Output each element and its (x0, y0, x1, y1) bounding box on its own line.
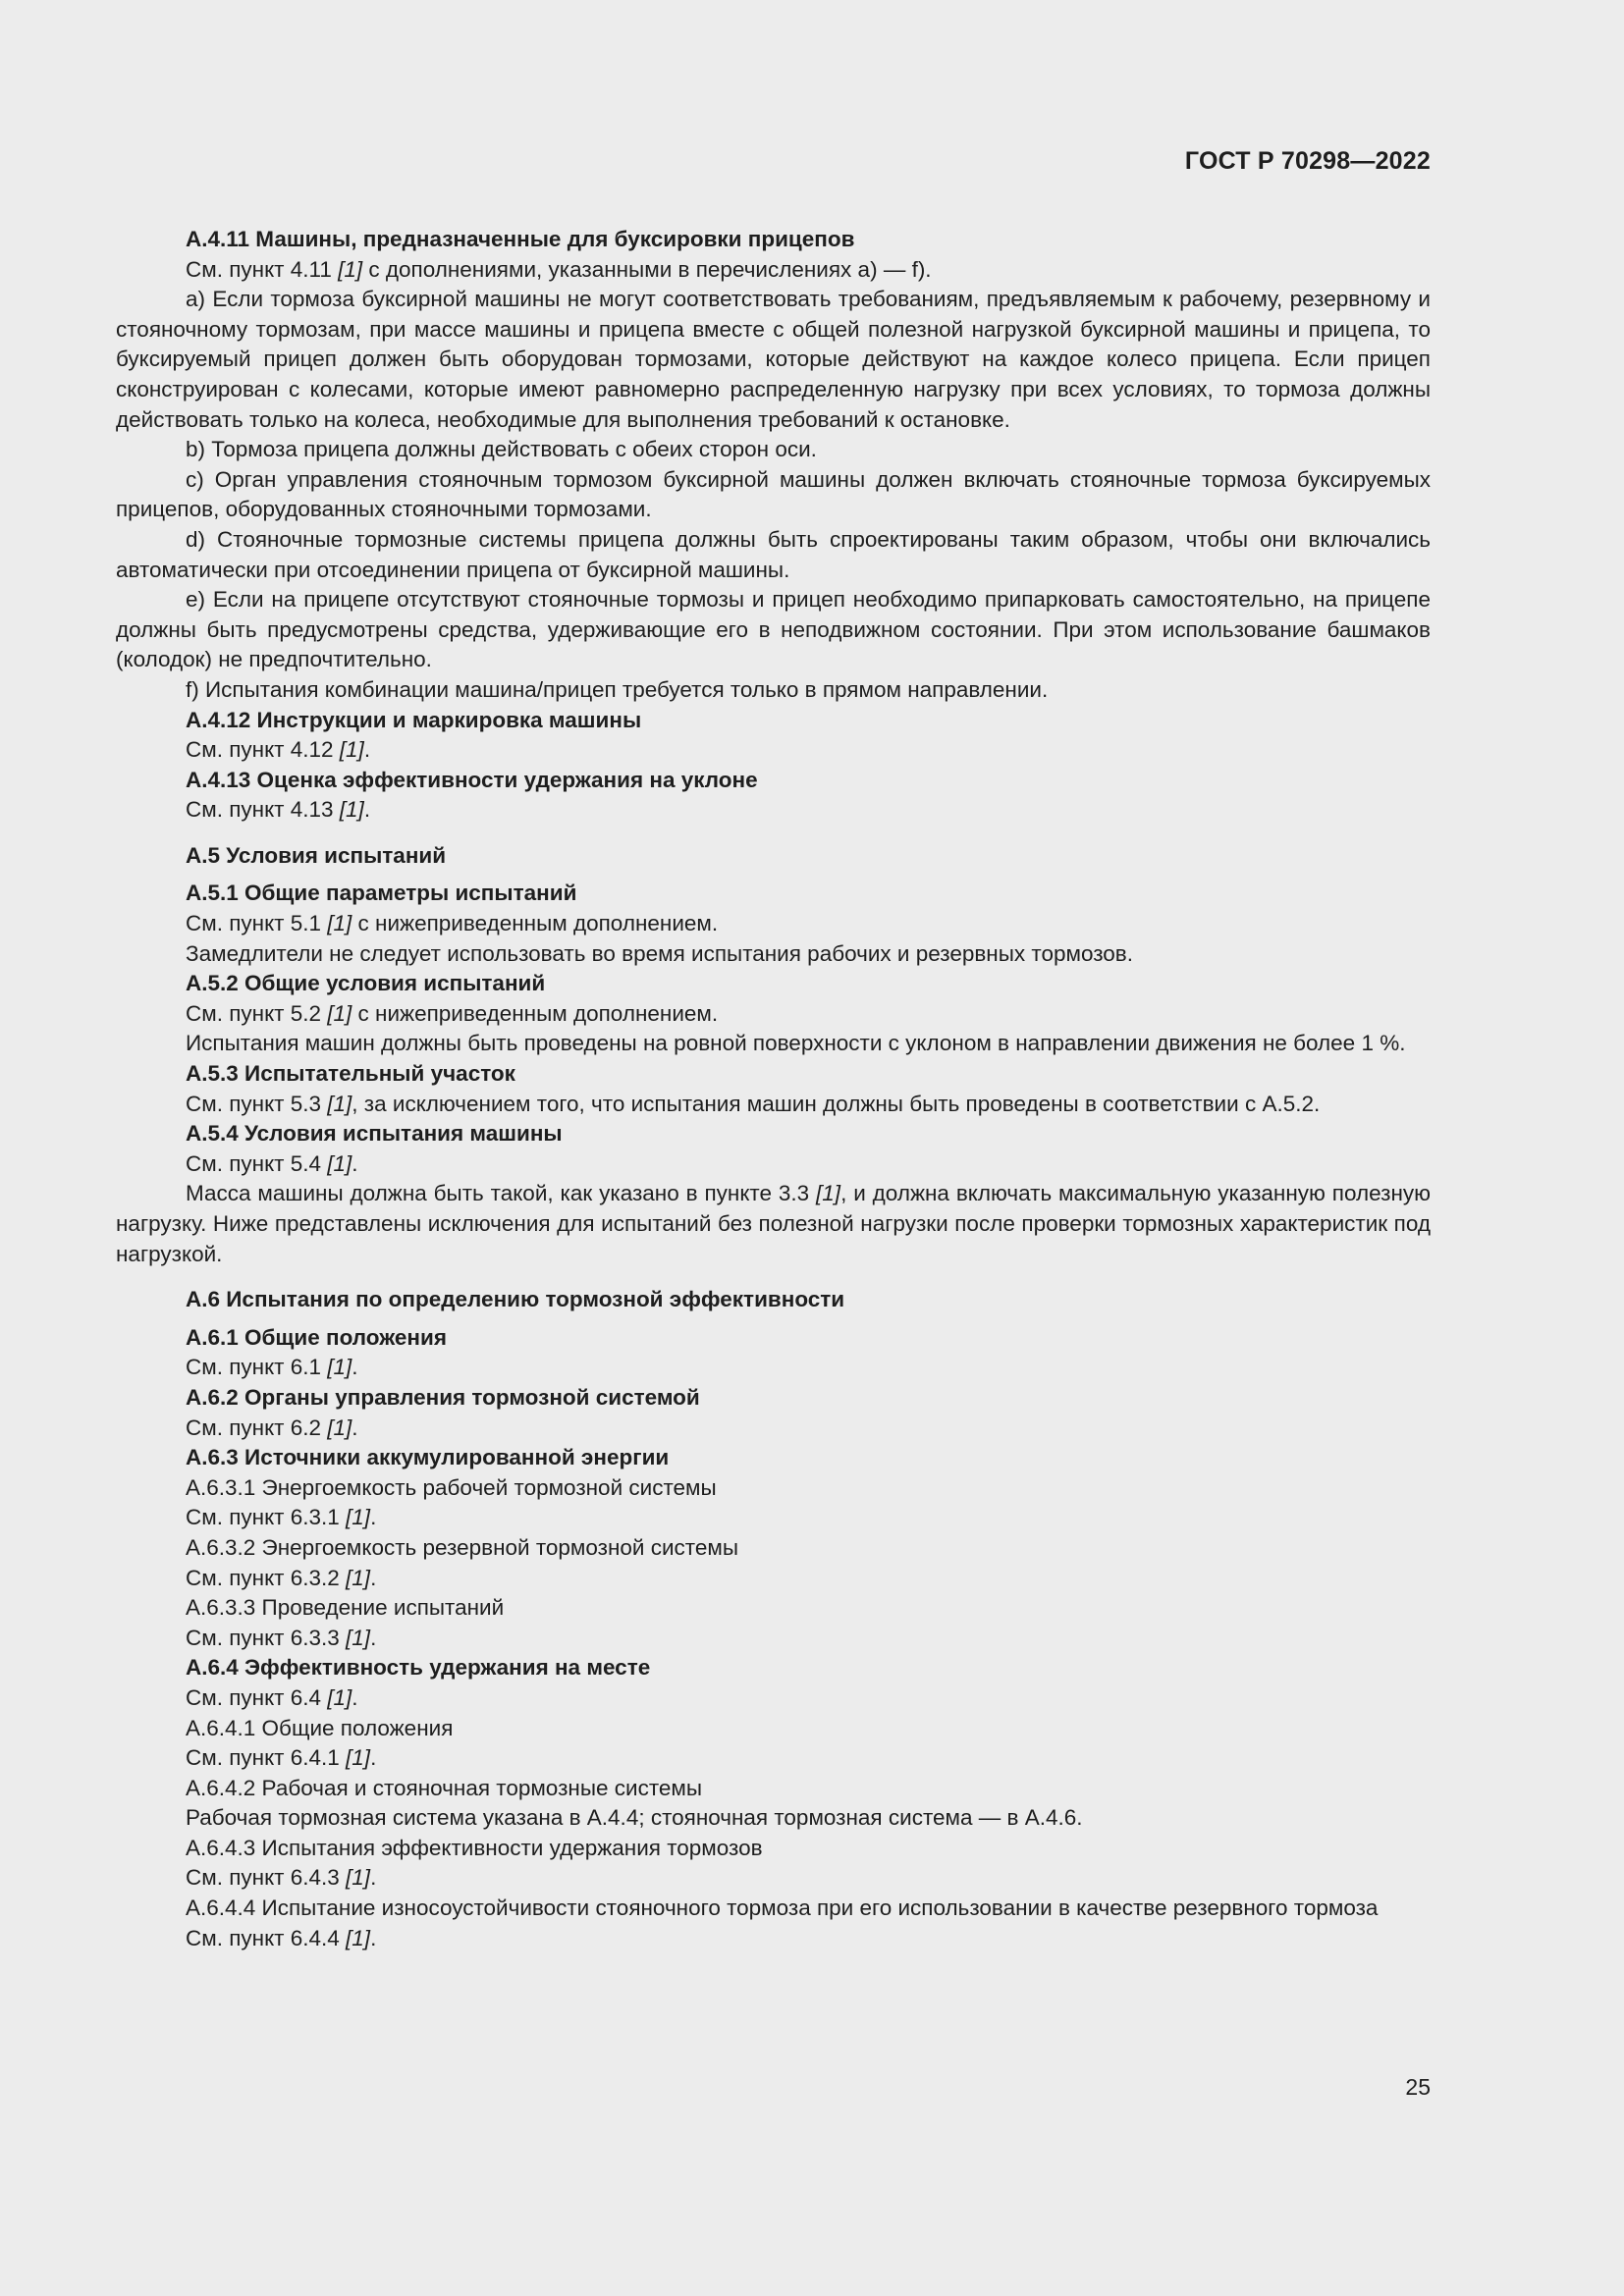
paragraph-text: См. пункт 4.12 (186, 737, 340, 763)
paragraph-text: См. пункт 5.2 (186, 1000, 328, 1026)
body-paragraph (116, 1503, 1431, 1533)
section-heading: A.6.4 Эффективность удержания на месте (186, 1655, 651, 1681)
body-paragraph (116, 909, 1431, 939)
body-paragraph (116, 1353, 1431, 1383)
body-paragraph (116, 999, 1431, 1030)
body-paragraph: с) Орган управления стояночным тормозом буксирной машины должен включать стояночные тормоза буксируемых прицепов, оборудованных стояночными тормозами. (116, 466, 1431, 522)
body-paragraph: b) Тормоза прицепа должны действовать с обеих сторон оси. (186, 437, 817, 462)
paragraph-text: . (352, 1415, 358, 1440)
body-paragraph: Замедлители не следует использовать во время испытания рабочих и резервных тормозов. (186, 940, 1133, 966)
paragraph-text: Масса машины должна быть такой, как указано в пункте 3.3 (186, 1181, 817, 1206)
reference-citation: [1] (327, 1415, 352, 1440)
section-heading: A.5.4 Условия испытания машины (186, 1121, 563, 1147)
reference-citation: [1] (346, 1565, 371, 1590)
section-heading: A.5.1 Общие параметры испытаний (186, 881, 577, 906)
paragraph-text: См. пункт 4.11 (186, 256, 339, 282)
reference-citation: [1] (327, 911, 352, 936)
reference-citation: [1] (339, 797, 364, 823)
paragraph-text: . (370, 1505, 377, 1530)
paragraph-text: . (370, 1865, 377, 1891)
body-paragraph (116, 1090, 1431, 1120)
body-paragraph: А.6.4.1 Общие положения (186, 1715, 454, 1740)
body-paragraph (116, 1924, 1431, 1954)
body-paragraph (116, 255, 1431, 286)
paragraph-text: , и должна включать максимальную указанную полезную нагрузку. Ниже представлены исключения для испытаний без полезной нагрузки после проверки тормозных характеристик под нагрузкой. (116, 1181, 1431, 1266)
reference-citation: [1] (346, 1925, 371, 1950)
paragraph-text: . (370, 1625, 377, 1650)
body-paragraph: f) Испытания комбинации машина/прицеп требуется только в прямом направлении. (186, 676, 1049, 702)
paragraph-text: См. пункт 6.4 (186, 1684, 328, 1710)
body-paragraph: А.6.3.3 Проведение испытаний (186, 1595, 505, 1621)
paragraph-text: . (370, 1745, 377, 1771)
body-paragraph (116, 735, 1431, 766)
paragraph-text: См. пункт 6.1 (186, 1355, 328, 1380)
body-paragraph (116, 1414, 1431, 1444)
page-number: 25 (1405, 2074, 1431, 2100)
paragraph-text: с нижеприведенным дополнением. (352, 911, 719, 936)
reference-citation: [1] (338, 256, 363, 282)
paragraph-text: . (352, 1355, 358, 1380)
body-paragraph (116, 1624, 1431, 1654)
paragraph-text: См. пункт 5.3 (186, 1091, 328, 1116)
body-paragraph: а) Если тормоза буксирной машины не могут соответствовать требованиям, предъявляемым к рабочему, резервному и стояночному тормозам, при массе машины и прицепа вместе с общей полезной нагрузкой буксирной машины и прицепа, то буксируемый прицеп должен быть оборудован тормозами, которые действуют на каждое колесо прицепа. Если прицеп сконструирован с колесами, которые имеют равномерно распределенную нагрузку при всех условиях, то тормоза должны действовать только на колеса, необходимые для выполнения требований к остановке. (116, 287, 1431, 432)
reference-citation: [1] (346, 1625, 371, 1650)
paragraph-text: . (370, 1925, 377, 1950)
paragraph-text: . (352, 1684, 358, 1710)
document-body (116, 225, 1431, 1953)
reference-citation: [1] (816, 1181, 841, 1206)
paragraph-text: . (370, 1565, 377, 1590)
paragraph-text: . (363, 797, 371, 823)
section-heading: A.4.11 Машины, предназначенные для буксировки прицепов (186, 227, 855, 251)
reference-citation: [1] (327, 1150, 352, 1176)
body-paragraph (116, 1149, 1431, 1180)
body-paragraph (116, 1743, 1431, 1774)
body-paragraph: А.6.4.4 Испытание износоустойчивости стояночного тормоза при его использовании в качестве резервного тормоза (186, 1896, 1379, 1921)
reference-citation: [1] (327, 1355, 352, 1380)
document-header: ГОСТ Р 70298—2022 (1184, 147, 1431, 175)
reference-citation: [1] (327, 1684, 352, 1710)
paragraph-text: , за исключением того, что испытания машин должны быть проведены в соответствии с А.5.2. (352, 1091, 1321, 1116)
reference-citation: [1] (327, 1000, 352, 1026)
paragraph-text: См. пункт 6.2 (186, 1415, 328, 1440)
body-paragraph (116, 795, 1431, 826)
section-heading: A.5 Условия испытаний (186, 842, 447, 868)
reference-citation: [1] (346, 1745, 371, 1771)
section-heading: A.6.2 Органы управления тормозной системой (186, 1384, 700, 1410)
body-paragraph: е) Если на прицепе отсутствуют стояночные тормозы и прицеп необходимо припарковать самостоятельно, на прицепе должны быть предусмотрены средства, удерживающие его в неподвижном состоянии. При этом использование башмаков (колодок) не предпочтительно. (116, 587, 1431, 672)
section-heading: A.6.1 Общие положения (186, 1324, 447, 1350)
paragraph-text: . (352, 1150, 358, 1176)
reference-citation: [1] (339, 737, 364, 763)
body-paragraph (116, 1863, 1431, 1894)
paragraph-text: с дополнениями, указанными в перечислениях а) — f). (362, 256, 932, 282)
body-paragraph (116, 1179, 1431, 1269)
paragraph-text: . (363, 737, 371, 763)
paragraph-text: См. пункт 6.4.3 (186, 1865, 347, 1891)
paragraph-text: См. пункт 6.4.1 (186, 1745, 347, 1771)
section-heading: A.6.3 Источники аккумулированной энергии (186, 1445, 670, 1470)
section-heading: A.4.13 Оценка эффективности удержания на уклоне (186, 767, 758, 792)
section-heading: A.6 Испытания по определению тормозной эффективности (186, 1287, 845, 1312)
reference-citation: [1] (327, 1091, 352, 1116)
paragraph-text: См. пункт 6.3.2 (186, 1565, 347, 1590)
body-paragraph: А.6.4.2 Рабочая и стояночная тормозные системы (186, 1775, 703, 1800)
body-paragraph: А.6.4.3 Испытания эффективности удержания тормозов (186, 1835, 763, 1860)
paragraph-text: с нижеприведенным дополнением. (352, 1000, 719, 1026)
section-heading: A.5.2 Общие условия испытаний (186, 971, 546, 996)
reference-citation: [1] (346, 1505, 371, 1530)
body-paragraph: А.6.3.2 Энергоемкость резервной тормозной системы (186, 1534, 739, 1560)
body-paragraph (116, 1564, 1431, 1594)
section-heading: A.4.12 Инструкции и маркировка машины (186, 707, 642, 732)
body-paragraph: Рабочая тормозная система указана в А.4.4; стояночная тормозная система — в А.4.6. (186, 1805, 1083, 1831)
paragraph-text: См. пункт 6.3.1 (186, 1505, 347, 1530)
body-paragraph: А.6.3.1 Энергоемкость рабочей тормозной системы (186, 1474, 717, 1500)
section-heading: A.5.3 Испытательный участок (186, 1061, 515, 1087)
body-paragraph (116, 1683, 1431, 1714)
paragraph-text: См. пункт 6.4.4 (186, 1925, 347, 1950)
body-paragraph: Испытания машин должны быть проведены на ровной поверхности с уклоном в направлении движения не более 1 %. (186, 1031, 1406, 1056)
paragraph-text: См. пункт 5.4 (186, 1150, 328, 1176)
reference-citation: [1] (346, 1865, 371, 1891)
paragraph-text: См. пункт 4.13 (186, 797, 340, 823)
body-paragraph: d) Стояночные тормозные системы прицепа должны быть спроектированы таким образом, чтобы они включались автоматически при отсоединении прицепа от буксирной машины. (116, 526, 1431, 582)
paragraph-text: См. пункт 5.1 (186, 911, 328, 936)
paragraph-text: См. пункт 6.3.3 (186, 1625, 347, 1650)
